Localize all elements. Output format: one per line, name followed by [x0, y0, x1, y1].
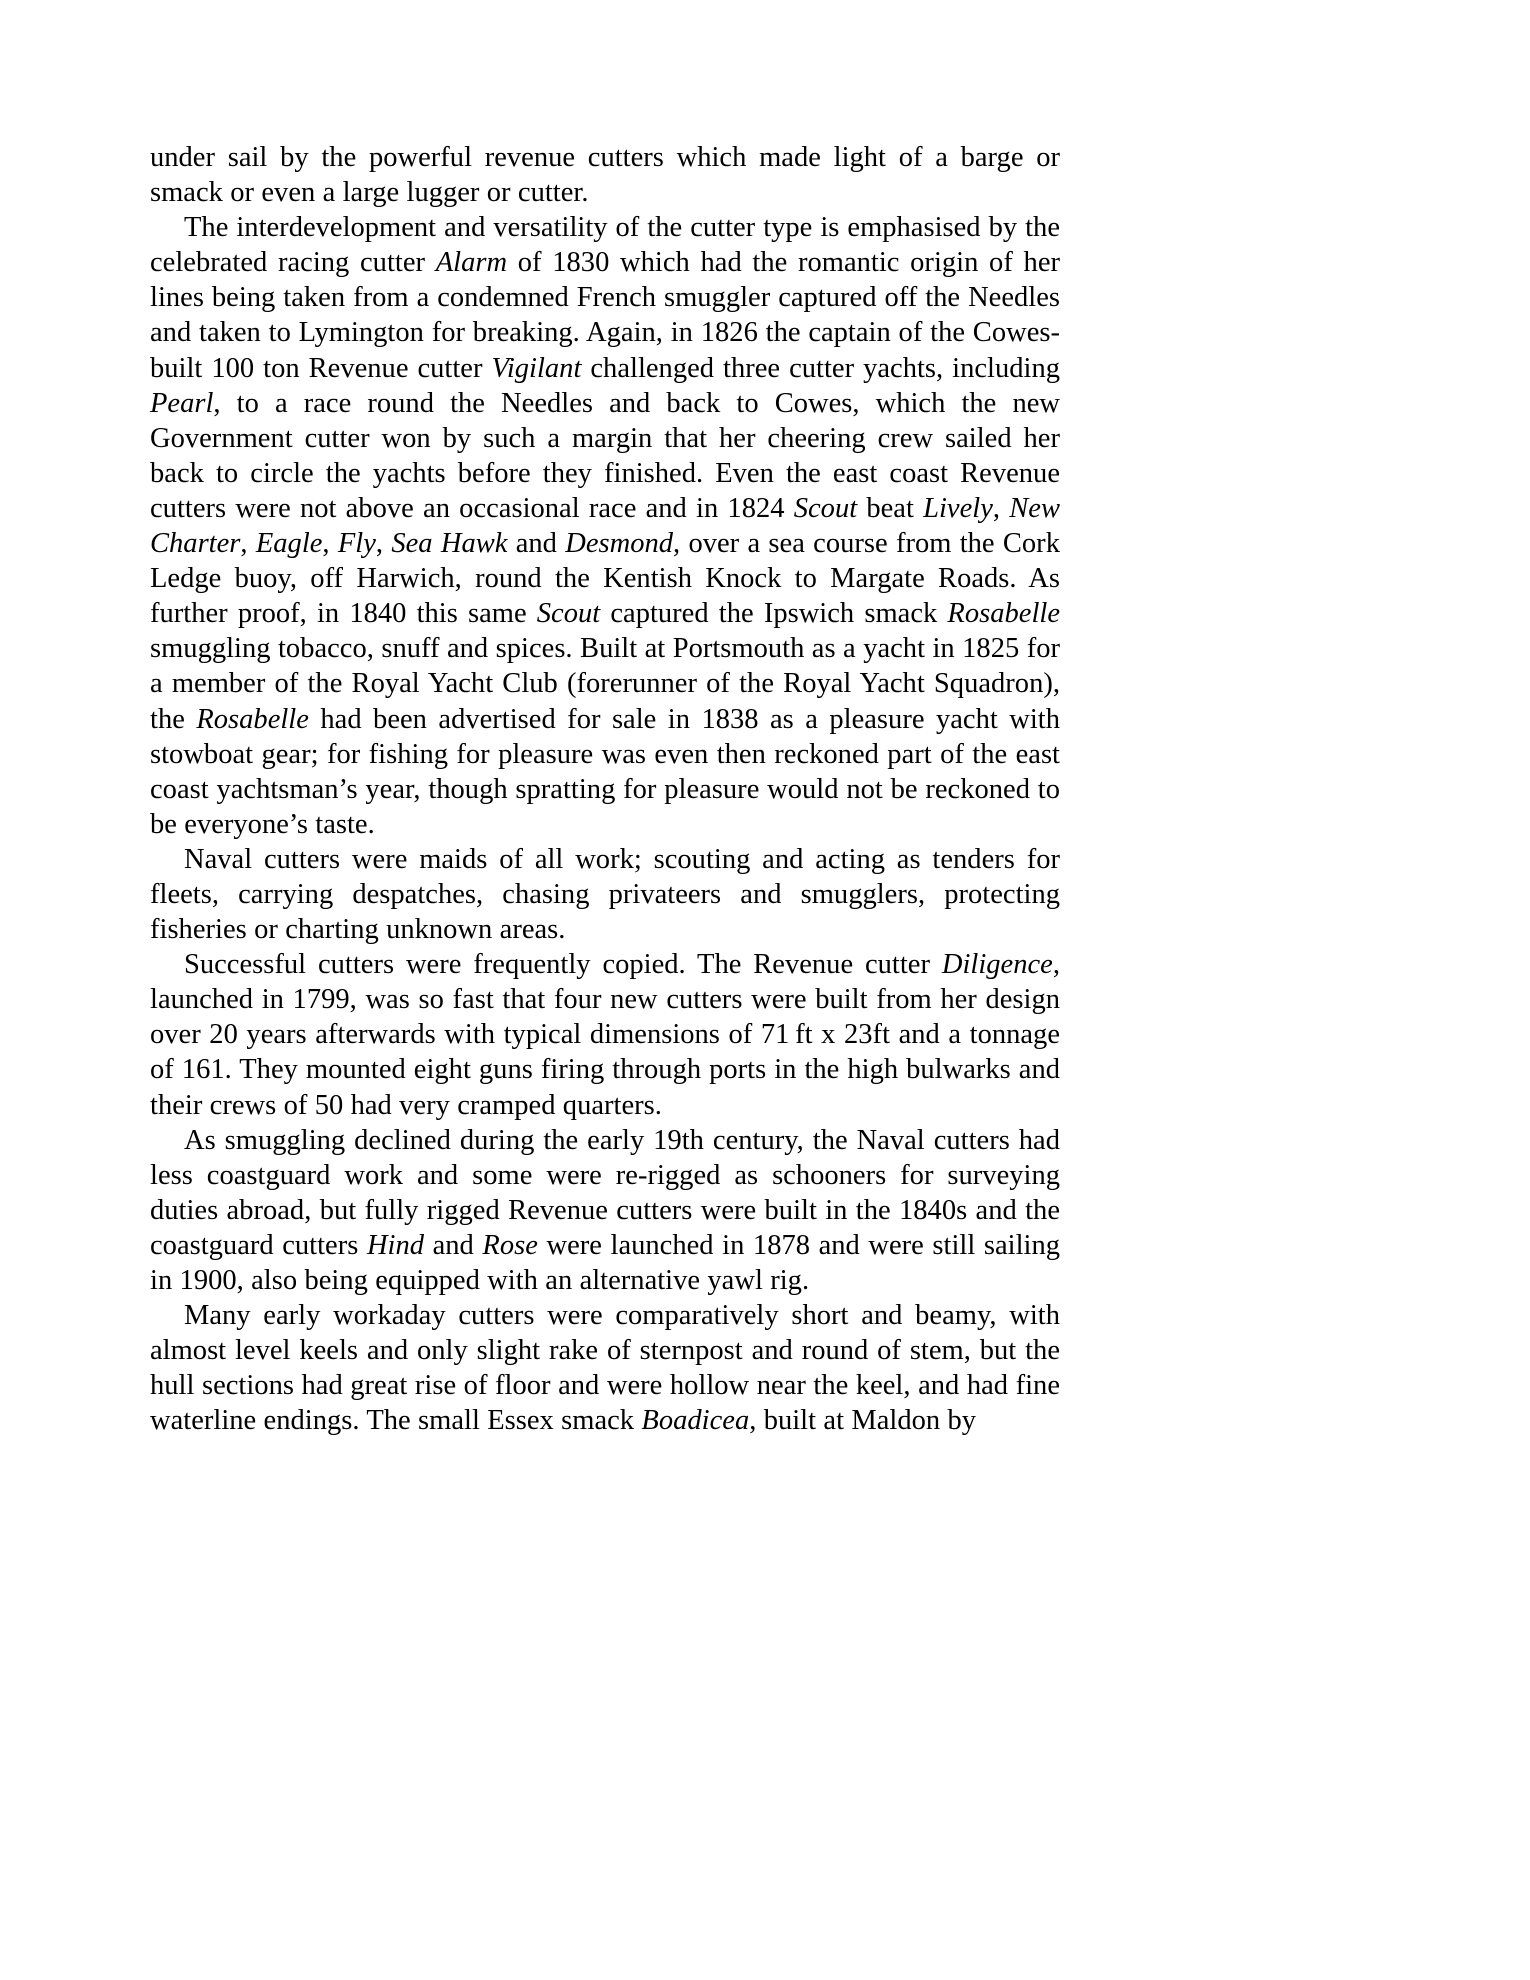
text-run: were launched in 1878 and were still sailing in 1900, also being equipped with an alternative yawl rig.: [150, 1229, 1061, 1296]
text-run: and: [424, 1229, 483, 1261]
italic-title: Scout: [793, 492, 858, 524]
paragraph: [150, 210, 1060, 842]
text-run: ,: [992, 492, 1010, 524]
italic-title: Hind: [366, 1229, 425, 1261]
italic-title: New Charter: [150, 492, 1060, 560]
text-run: , launched in 1799, was so fast that four new cutters were built from her design over 20 years afterwards with typical dimensions of 71 ft x 23ft and a tonnage of 161. They mounted eight guns firing through ports in the high bulwarks and their crews of 50 had very cramped quarters.: [150, 949, 1060, 1121]
text-run: ,: [322, 528, 338, 560]
italic-title: Rose: [482, 1229, 538, 1261]
body-text-column: [150, 140, 1060, 1438]
italic-title: Sea Hawk: [391, 528, 508, 560]
paragraph: [150, 1123, 1060, 1298]
italic-title: Boadicea: [641, 1405, 750, 1437]
text-run: had been advertised for sale in 1838 as a pleasure yacht with stowboat gear; for fishing for pleasure was even then reckoned part of the east coast yachtsman’s year, though spratting for pleasure would not be reckoned to be everyone’s taste.: [150, 703, 1060, 840]
text-run: Naval cutters were maids of all work; scouting and acting as tenders for fleets, carrying despatches, chasing privateers and smugglers, protecting fisheries or charting unknown areas.: [150, 843, 1060, 946]
text-run: captured the Ipswich smack: [600, 598, 948, 630]
text-run: under sail by the powerful revenue cutters which made light of a barge or smack or even a large lugger or cutter.: [150, 142, 1060, 209]
text-run: ,: [375, 528, 392, 560]
text-run: and: [507, 528, 566, 560]
italic-title: Pearl: [150, 387, 214, 419]
italic-title: Scout: [536, 598, 601, 630]
paragraph: [150, 842, 1060, 947]
text-run: smuggling tobacco, snuff and spices. Built at Portsmouth as a yacht in 1825 for a member of the Royal Yacht Club (forerunner of the Royal Yacht Squadron), the: [150, 633, 1060, 735]
italic-title: Desmond: [565, 528, 674, 560]
text-run: The interdevelopment and versatility of the cutter type is emphasised by the celebrated racing cutter: [150, 212, 1060, 279]
text-run: beat: [857, 492, 924, 524]
text-run: Many early workaday cutters were comparatively short and beamy, with almost level keels and only slight rake of sternpost and round of stem, but the hull sections had great rise of floor and were hollow near the keel, and had fine waterline endings. The small Essex smack: [150, 1300, 1060, 1437]
text-run: of 1830 which had the romantic origin of her lines being taken from a condemned French smuggler captured off the Needles and taken to Lymington for breaking. Again, in 1826 the captain of the Cowes-built 100 ton Revenue cutter: [150, 247, 1060, 384]
text-run: , built at Maldon by: [749, 1405, 977, 1437]
text-run: As smuggling declined during the early 19th century, the Naval cutters had less coastguard work and some were re-rigged as schooners for surveying duties abroad, but fully rigged Revenue cutters were built in the 1840s and the coastguard cutters: [150, 1124, 1060, 1261]
italic-title: Vigilant: [491, 352, 582, 384]
text-run: , over a sea course from the Cork Ledge buoy, off Harwich, round the Kentish Knock to Margate Roads. As further proof, in 1840 this same: [150, 528, 1060, 630]
italic-title: Fly: [337, 528, 376, 560]
italic-title: Lively: [923, 492, 993, 524]
paragraph: [150, 140, 1060, 210]
italic-title: Rosabelle: [196, 703, 309, 735]
text-run: , to a race round the Needles and back to Cowes, which the new Government cutter won by such a margin that her cheering crew sailed her back to circle the yachts before they finished. Even the east coast Revenue cutters were not above an occasional race and in 1824: [150, 387, 1060, 524]
paragraph: [150, 947, 1060, 1122]
italic-title: Alarm: [435, 247, 508, 279]
text-run: Successful cutters were frequently copied. The Revenue cutter: [184, 949, 942, 981]
text-run: ,: [240, 528, 256, 560]
italic-title: Eagle: [255, 528, 323, 560]
paragraph: [150, 1298, 1060, 1438]
italic-title: Diligence: [941, 949, 1053, 981]
italic-title: Rosabelle: [947, 598, 1060, 630]
text-run: challenged three cutter yachts, including: [581, 352, 1060, 384]
